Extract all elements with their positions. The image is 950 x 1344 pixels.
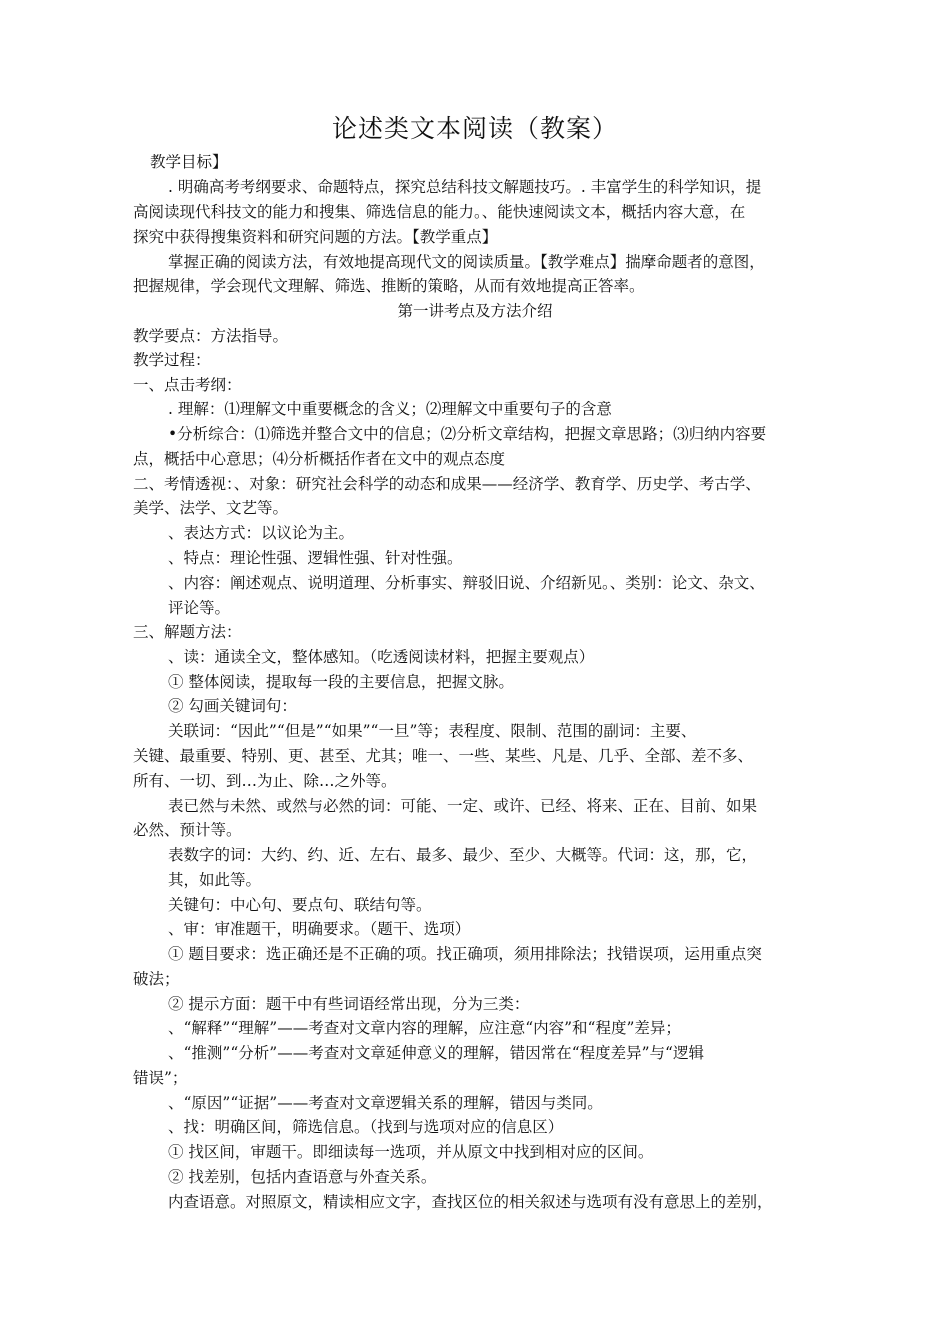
- paragraph-line: 关键、最重要、特别、更、甚至、尤其；唯一、一些、某些、凡是、几乎、全部、差不多、: [133, 747, 754, 765]
- paragraph-line: 评论等。: [168, 599, 231, 617]
- paragraph-line: ② 找差别，包括内查语意与外查关系。: [168, 1168, 437, 1186]
- paragraph-line: 教学过程：: [133, 351, 211, 369]
- paragraph-line: 所有、一切、到…为止、除…之外等。: [133, 772, 397, 790]
- paragraph-line: 一、点击考纲：: [133, 376, 242, 394]
- paragraph-line: 表数字的词：大约、约、近、左右、最多、最少、至少、大概等。代词：这，那，它，: [168, 846, 758, 864]
- paragraph-line: •分析综合：⑴筛选并整合文中的信息；⑵分析文章结构，把握文章思路；⑶归纳内容要: [168, 425, 767, 443]
- paragraph-line: ② 提示方面：题干中有些词语经常出现，分为三类：: [168, 995, 530, 1013]
- paragraph-line: 、找：明确区间，筛选信息。（找到与选项对应的信息区）: [168, 1118, 564, 1136]
- paragraph-line: 教学要点：方法指导。: [133, 327, 289, 345]
- paragraph-line: 、“推测”“分析”——考查对文章延伸意义的理解，错因常在“程度差异”与“逻辑: [168, 1044, 704, 1062]
- paragraph-line: 、特点：理论性强、逻辑性强、针对性强。: [168, 549, 463, 567]
- paragraph-line: 、“原因”“证据”——考查对文章逻辑关系的理解，错因与类同。: [168, 1094, 603, 1112]
- paragraph-line: 必然、预计等。: [133, 821, 242, 839]
- paragraph-line: 点，概括中心意思；⑷分析概括作者在文中的观点态度: [133, 450, 506, 468]
- section-heading: 第一讲考点及方法介绍: [397, 302, 553, 320]
- paragraph-line: 、“解释”“理解”——考查对文章内容的理解，应注意“内容”和“程度”差异；: [168, 1019, 681, 1037]
- paragraph-line: 教学目标】: [150, 153, 228, 171]
- paragraph-line: 二、考情透视：、对象：研究社会科学的动态和成果——经济学、教育学、历史学、考古学、: [133, 475, 761, 493]
- paragraph-line: 内查语意。对照原文，精读相应文字，查找区位的相关叙述与选项有没有意思上的差别，: [168, 1193, 773, 1211]
- paragraph-line: 、审：审准题干，明确要求。（题干、选项）: [168, 920, 471, 938]
- document-title: 论述类文本阅读（教案）: [331, 114, 618, 143]
- paragraph-line: 探究中获得搜集资料和研究问题的方法。【教学重点】: [133, 228, 498, 246]
- paragraph-line: 其，如此等。: [168, 871, 262, 889]
- paragraph-line: 表已然与未然、或然与必然的词：可能、一定、或许、已经、将来、正在、目前、如果: [168, 797, 758, 815]
- paragraph-line: 、内容：阐述观点、说明道理、分析事实、辩驳旧说、介绍新见。、类别：论文、杂文、: [168, 574, 765, 592]
- paragraph-line: ② 勾画关键词句：: [168, 697, 297, 715]
- paragraph-line: 破法；: [133, 970, 180, 988]
- paragraph-line: ① 整体阅读，提取每一段的主要信息，把握文脉。: [168, 673, 514, 691]
- paragraph-line: 关键句：中心句、要点句、联结句等。: [168, 896, 432, 914]
- paragraph-line: 美学、法学、文艺等。: [133, 499, 289, 517]
- paragraph-line: . 明确高考考纲要求、命题特点，探究总结科技文解题技巧。. 丰富学生的科学知识，提: [168, 178, 762, 196]
- paragraph-line: 、表达方式：以议论为主。: [168, 524, 355, 542]
- paragraph-line: ① 找区间，审题干。即细读每一选项，并从原文中找到相对应的区间。: [168, 1143, 654, 1161]
- paragraph-line: 关联词：“因此”“但是”“如果”“一旦”等；表程度、限制、范围的副词：主要、: [168, 722, 697, 740]
- paragraph-line: . 理解：⑴理解文中重要概念的含义；⑵理解文中重要句子的含意: [168, 400, 612, 418]
- paragraph-line: 高阅读现代科技文的能力和搜集、筛选信息的能力。、能快速阅读文本，概括内容大意，在: [133, 203, 746, 221]
- paragraph-line: 三、解题方法：: [133, 623, 242, 641]
- paragraph-line: 把握规律，学会现代文理解、筛选、推断的策略，从而有效地提高正答率。: [133, 277, 645, 295]
- paragraph-line: 、读：通读全文，整体感知。（吃透阅读材料，把握主要观点）: [168, 648, 595, 666]
- paragraph-line: ① 题目要求：选正确还是不正确的项。找正确项，须用排除法；找错误项，运用重点突: [168, 945, 762, 963]
- paragraph-line: 错误”；: [133, 1069, 188, 1087]
- paragraph-line: 掌握正确的阅读方法，有效地提高现代文的阅读质量。【教学难点】揣摩命题者的意图，: [168, 253, 765, 271]
